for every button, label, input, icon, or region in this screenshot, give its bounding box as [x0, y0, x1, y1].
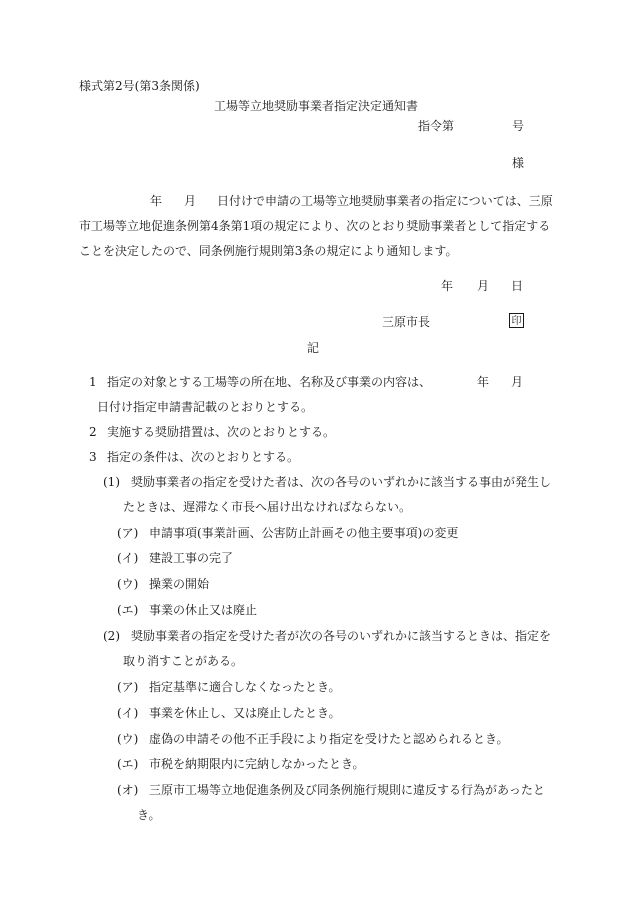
body-line-3: ことを決定したので、同条例施行規則第3条の規定により通知します。 — [79, 244, 458, 258]
sub-2-d-text: 市税を納期限内に完納しなかったとき。 — [149, 757, 365, 771]
seal-mark: 印 — [509, 313, 524, 328]
reference-suffix: 号 — [512, 119, 525, 133]
item-2-number: 2 — [89, 425, 97, 439]
sub-2-e-number: (オ) — [117, 783, 139, 797]
sub-2-c-number: (ウ) — [117, 732, 139, 746]
sub-2-number: (2) — [103, 629, 120, 643]
sub-1-d-text: 事業の休止又は廃止 — [149, 603, 258, 617]
sub-2-b-text: 事業を休止し、又は廃止したとき。 — [149, 706, 341, 720]
sub-2-a-text: 指定基準に適合しなくなったとき。 — [149, 680, 341, 694]
reference-prefix: 指令第 — [418, 119, 455, 133]
document-title: 工場等立地奨励事業者指定決定通知書 — [214, 99, 419, 113]
sub-2-a-number: (ア) — [117, 680, 139, 694]
body-date-year: 年 — [150, 194, 163, 208]
sub-1-line-2: たときは、遅滞なく市長へ届け出なければならない。 — [123, 500, 412, 514]
body-line-2: 市工場等立地促進条例第4条第1項の規定により、次のとおり奨励事業者として指定する — [79, 219, 551, 233]
sub-2-b-number: (イ) — [117, 706, 139, 720]
sub-1-a-number: (ア) — [117, 526, 139, 540]
sub-1-b-text: 建設工事の完了 — [149, 551, 234, 565]
issue-date-month: 月 — [477, 279, 490, 293]
sub-1-line-1: 奨励事業者の指定を受けた者は、次の各号のいずれかに該当する事由が発生し — [131, 475, 552, 489]
item-3-number: 3 — [89, 450, 97, 464]
body-date-month: 月 — [184, 194, 197, 208]
form-number: 様式第2号(第3条関係) — [79, 79, 200, 93]
sub-2-line-2: 取り消すことがある。 — [123, 654, 244, 668]
item-1-number: 1 — [89, 375, 97, 389]
sub-2-e-text-continued: き。 — [137, 808, 161, 822]
sub-1-number: (1) — [103, 475, 120, 489]
sub-1-a-text: 申請事項(事業計画、公害防止計画その他主要事項)の変更 — [149, 526, 459, 540]
sub-2-d-number: (エ) — [117, 757, 139, 771]
item-1-year: 年 — [477, 375, 490, 389]
sub-2-line-1: 奨励事業者の指定を受けた者が次の各号のいずれかに該当するときは、指定を — [131, 629, 552, 643]
item-1-line-1: 指定の対象とする工場等の所在地、名称及び事業の内容は、 — [107, 375, 432, 389]
body-line-1: 日付けで申請の工場等立地奨励事業者の指定については、三原 — [217, 194, 553, 208]
sub-1-c-number: (ウ) — [117, 577, 139, 591]
sub-2-e-text: 三原市工場等立地促進条例及び同条例施行規則に違反する行為があったと — [149, 783, 545, 797]
sub-1-d-number: (エ) — [117, 603, 139, 617]
issuer-name: 三原市長 — [382, 315, 431, 329]
sub-2-c-text: 虚偽の申請その他不正手段により指定を受けたと認められるとき。 — [149, 732, 509, 746]
issue-date-year: 年 — [441, 279, 454, 293]
issue-date-day: 日 — [511, 279, 524, 293]
item-2-text: 実施する奨励措置は、次のとおりとする。 — [107, 425, 336, 439]
sub-1-b-number: (イ) — [117, 551, 139, 565]
ki-heading: 記 — [307, 341, 320, 355]
sub-1-c-text: 操業の開始 — [149, 577, 210, 591]
addressee-honorific: 様 — [512, 156, 525, 170]
item-1-line-2: 日付け指定申請書記載のとおりとする。 — [97, 400, 314, 414]
item-1-month: 月 — [511, 375, 524, 389]
item-3-text: 指定の条件は、次のとおりとする。 — [107, 450, 300, 464]
